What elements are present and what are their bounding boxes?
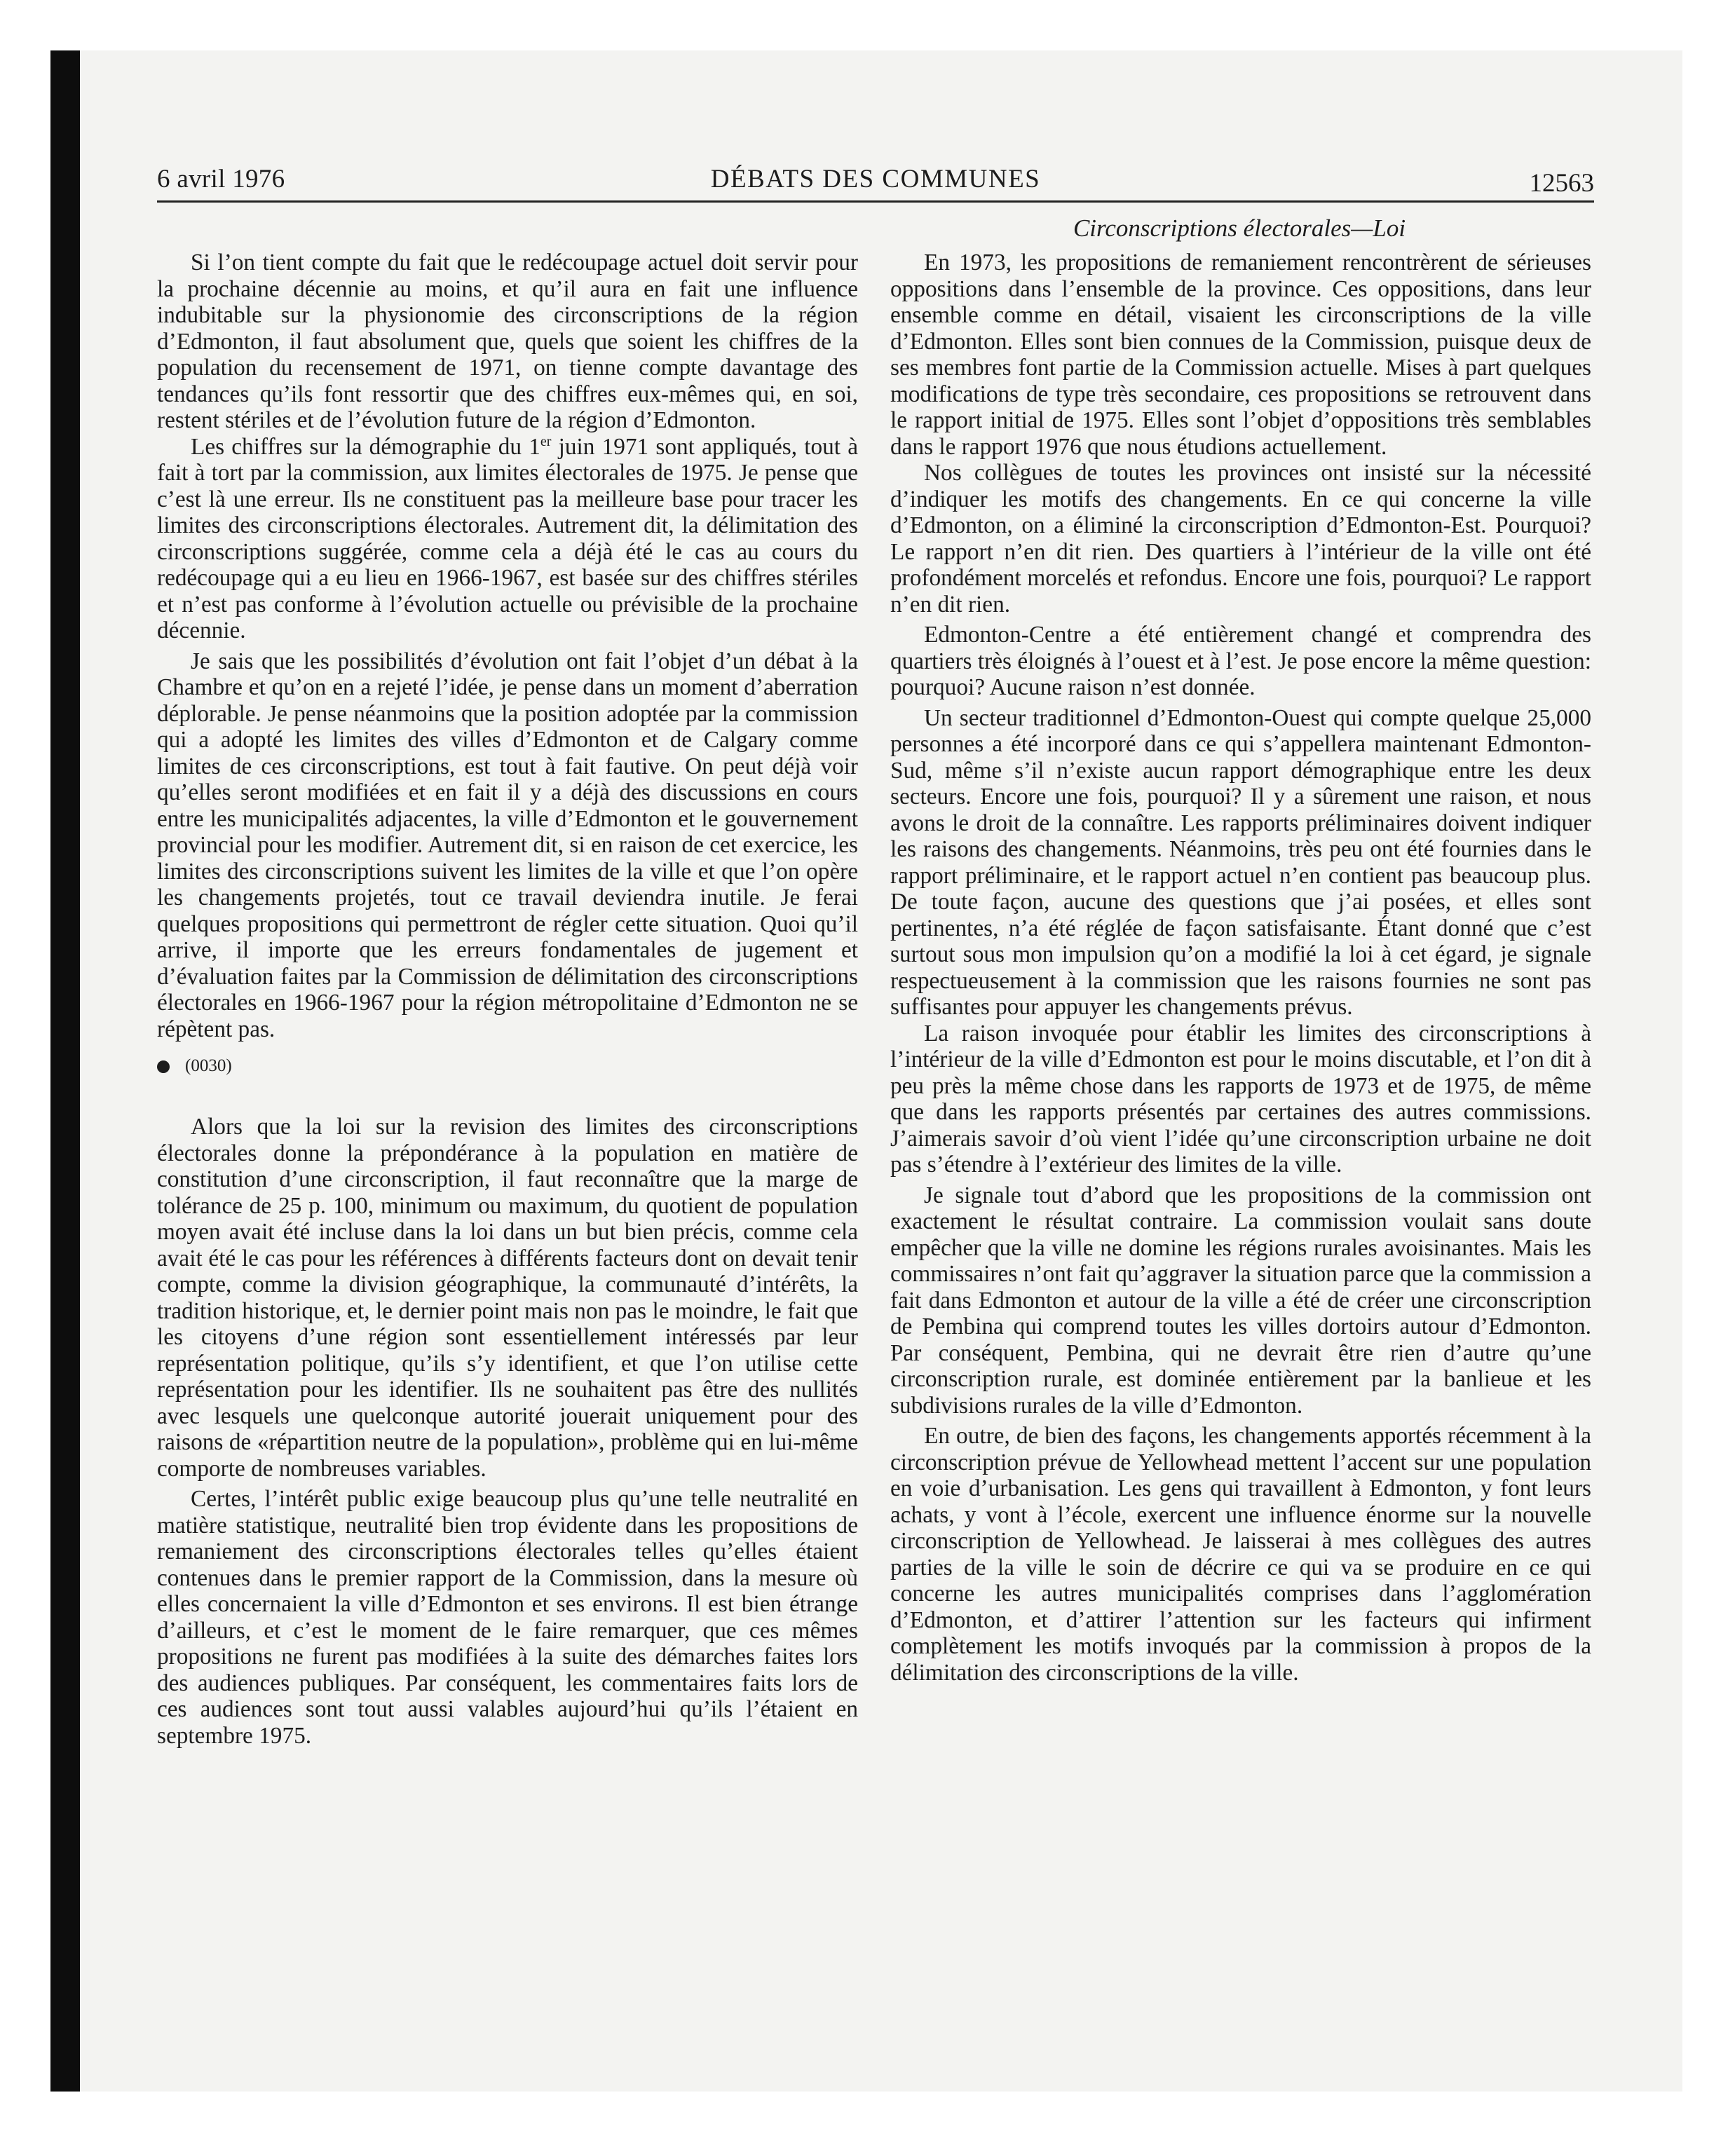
paragraph: Nos collègues de toutes les provinces ont insisté sur la nécessité d’indiquer les motifs des changements. En ce qui concerne la ville d’Edmonton, on a éliminé la circonscription d’Edmonton-Est. Pourquoi? Le rapport n’en dit rien. Des quartiers à l’intérieur de la ville ont été profondément morcelés et refondus. Encore une fois, pourquoi? Le rapport n’en dit rien.: [890, 460, 1591, 618]
paragraph: Je sais que les possibilités d’évolution ont fait l’objet d’un débat à la Chambre et qu’on en a rejeté l’idée, je pense dans un moment d’aberration déplorable. Je pense néanmoins que la position adoptée par la commission qui a adopté les limites des villes d’Edmonton et de Calgary comme limites de ces circonscriptions, est tout à fait fautive. On peut déjà voir qu’elles seront modifiées et en fait il y a déjà des discussions en cours entre les municipalités adjacentes, la ville d’Edmonton et le gouvernement provincial pour les modifier. Autrement dit, si en raison de cet exercice, les limites des circonscriptions suivent les limites de la ville et que l’on opère les changements projetés, tout ce travail deviendra inutile. Je ferai quelques propositions qui permettront de régler cette situation. Quoi qu’il arrive, il importe que les erreurs fondamentales de jugement et d’évaluation faites par la Commission de délimitation des circonscriptions électorales en 1966-1967 pour la région métropolitaine d’Edmonton ne se répètent pas.: [157, 648, 858, 1042]
bullet-icon: [157, 1060, 170, 1073]
paragraph: Alors que la loi sur la revision des limites des circonscriptions électorales donne la prépondérance à la population en matière de constitution d’une circonscription, il faut reconnaître que la marge de tolérance de 25 p. 100, minimum ou maximum, du quotient de population moyen avait été incluse dans la loi dans un but bien précis, comme cela avait été le cas pour les références à différents facteurs dont on devait tenir compte, comme la division géographique, la communauté d’intérêts, la tradition historique, et, le dernier point mais non pas le moindre, le fait que les citoyens d’une région sont essentiellement intéressés par leur représentation politique, qu’ils s’y identifient, et que l’on utilise cette représentation pour les identifier. Ils ne souhaitent pas être des nullités avec lesquels une quelconque autorité jouerait uniquement pour des raisons de «répartition neutre de la population», problème qui en lui-même comporte de nombreuses variables.: [157, 1114, 858, 1482]
page-header: [157, 158, 1594, 200]
right-column: [890, 250, 1591, 1686]
page-number: 12563: [1529, 169, 1594, 198]
paragraph: Un secteur traditionnel d’Edmonton-Ouest qui compte quelque 25,000 personnes a été incorporé dans ce qui s’appellera maintenant Edmonton-Sud, même s’il n’existe aucun rapport démographique entre les deux secteurs. Encore une fois, pourquoi? Il y a sûrement une raison, et nous avons le droit de la connaître. Les rapports préliminaires doivent indiquer les raisons des changements. Néanmoins, très peu ont été fournies dans le rapport préliminaire, et le rapport actuel n’en contient pas beaucoup plus. De toute façon, aucune des questions que j’ai posées, et elles sont pertinentes, n’a été réglée de façon satisfaisante. Étant donné que c’est surtout sous mon impulsion qu’on a modifié la loi à cet égard, je signale respectueusement à la commission que les raisons fournies ne sont pas suffisantes pour appuyer les changements prévus.: [890, 704, 1591, 1020]
paragraph-text: juin 1971 sont appliqués, tout à fait à tort par la commission, aux limites électorales de 1975. Je pense que c’est là une erreur. Ils ne constituent pas la meilleure base pour tracer les limites des circonscriptions électorales. Autrement dit, la délimitation des circonscriptions suggérée, comme cela a déjà été le cas au cours du redécoupage qui a eu lieu en 1966-1967, est basée sur des chiffres stériles et n’est pas conforme à l’évolution actuelle ou prévisible de la prochaine décennie.: [157, 433, 858, 643]
binding-edge: [50, 50, 80, 2092]
header-title: DÉBATS DES COMMUNES: [710, 165, 1041, 193]
paragraph: En outre, de bien des façons, les changements apportés récemment à la circonscription prévue de Yellowhead mettent l’accent sur une population en voie d’urbanisation. Les gens qui travaillent à Edmonton, y font leurs achats, y vont à l’école, exercent une influence énorme sur la nouvelle circonscription de Yellowhead. Je laisserai à mes collègues des autres parties de la ville le soin de décrire ce qui va se produire en ce qui concerne les autres municipalités comprises dans l’agglomération d’Edmonton, et d’attirer l’attention sur les facteurs qui infirment complètement les motifs invoqués par la commission à propos de la délimitation des circonscriptions de la ville.: [890, 1423, 1591, 1686]
header-rule: [157, 200, 1594, 203]
paragraph: Je signale tout d’abord que les propositions de la commission ont exactement le résultat contraire. La commission voulait sans doute empêcher que la ville ne domine les régions rurales avoisinantes. Mais les commissaires n’ont fait qu’aggraver la situation parce que la commission a fait dans Edmonton et autour de la ville a été de créer une circonscription de Pembina qui comprend toutes les villes dortoirs autour d’Edmonton. Par conséquent, Pembina, qui ne devrait être rien d’autre qu’une circonscription rurale, est dominée entièrement par la banlieue et les subdivisions rurales de la ville d’Edmonton.: [890, 1182, 1591, 1419]
paragraph: Si l’on tient compte du fait que le redécoupage actuel doit servir pour la prochaine décennie au moins, et qu’il aura en fait une influence indubitable sur la physionomie des circonscriptions de la région d’Edmonton, il faut absolument que, quels que soient les chiffres de la population du recensement de 1971, on tienne compte davantage des tendances qu’ils font ressortir que des chiffres eux-mêmes qui, en soi, restent stériles et de l’évolution future de la région d’Edmonton.: [157, 250, 858, 433]
paragraph: La raison invoquée pour établir les limites des circonscriptions à l’intérieur de la ville d’Edmonton est pour le moins discutable, et l’on dit à peu près la même chose dans les rapports de 1973 et de 1975, de même que dans les rapports présentés par certaines des autres commissions. J’aimerais savoir d’où vient l’idée qu’une circonscription urbaine ne doit pas s’étendre à l’extérieur des limites de la ville.: [890, 1020, 1591, 1178]
paragraph: Certes, l’intérêt public exige beaucoup plus qu’une telle neutralité en matière statistique, neutralité bien trop évidente dans les propositions de remaniement des circonscriptions électorales telles qu’elles étaient contenues dans le premier rapport de la Commission, dans la mesure où elles concernaient la ville d’Edmonton et ses environs. Il est bien étrange d’ailleurs, et c’est le moment de le faire remarquer, que ces mêmes propositions ne furent pas modifiées à la suite des démarches faites lors des audiences publiques. Par conséquent, les commentaires faits lors de ces audiences sont tout aussi valables aujourd’hui qu’ils l’étaient en septembre 1975.: [157, 1486, 858, 1749]
time-marker: [157, 1052, 858, 1080]
header-date: 6 avril 1976: [157, 165, 285, 193]
left-column: [157, 250, 858, 1749]
paragraph: Edmonton-Centre a été entièrement changé et comprendra des quartiers très éloignés à l’ouest et à l’est. Je pose encore la même question: pourquoi? Aucune raison n’est donnée.: [890, 622, 1591, 700]
time-marker-text: (0030): [185, 1056, 232, 1075]
paragraph: [157, 434, 858, 644]
paragraph: En 1973, les propositions de remaniement rencontrèrent de sérieuses oppositions dans l’ensemble de la province. Ces oppositions, dans leur ensemble comme en détail, visaient les circonscriptions de la ville d’Edmonton. Elles sont bien connues de la Commission, puisque deux de ses membres font partie de la Commission actuelle. Mises à part quelques modifications de type très secondaire, ces propositions se retrouvent dans le rapport initial de 1975. Elles sont l’objet d’oppositions très semblables dans le rapport 1976 que nous étudions actuellement.: [890, 250, 1591, 460]
ordinal-superscript: er: [540, 433, 552, 449]
section-title: Circonscriptions électorales—Loi: [1073, 214, 1406, 242]
paragraph-text: Les chiffres sur la démographie du 1: [191, 433, 540, 460]
